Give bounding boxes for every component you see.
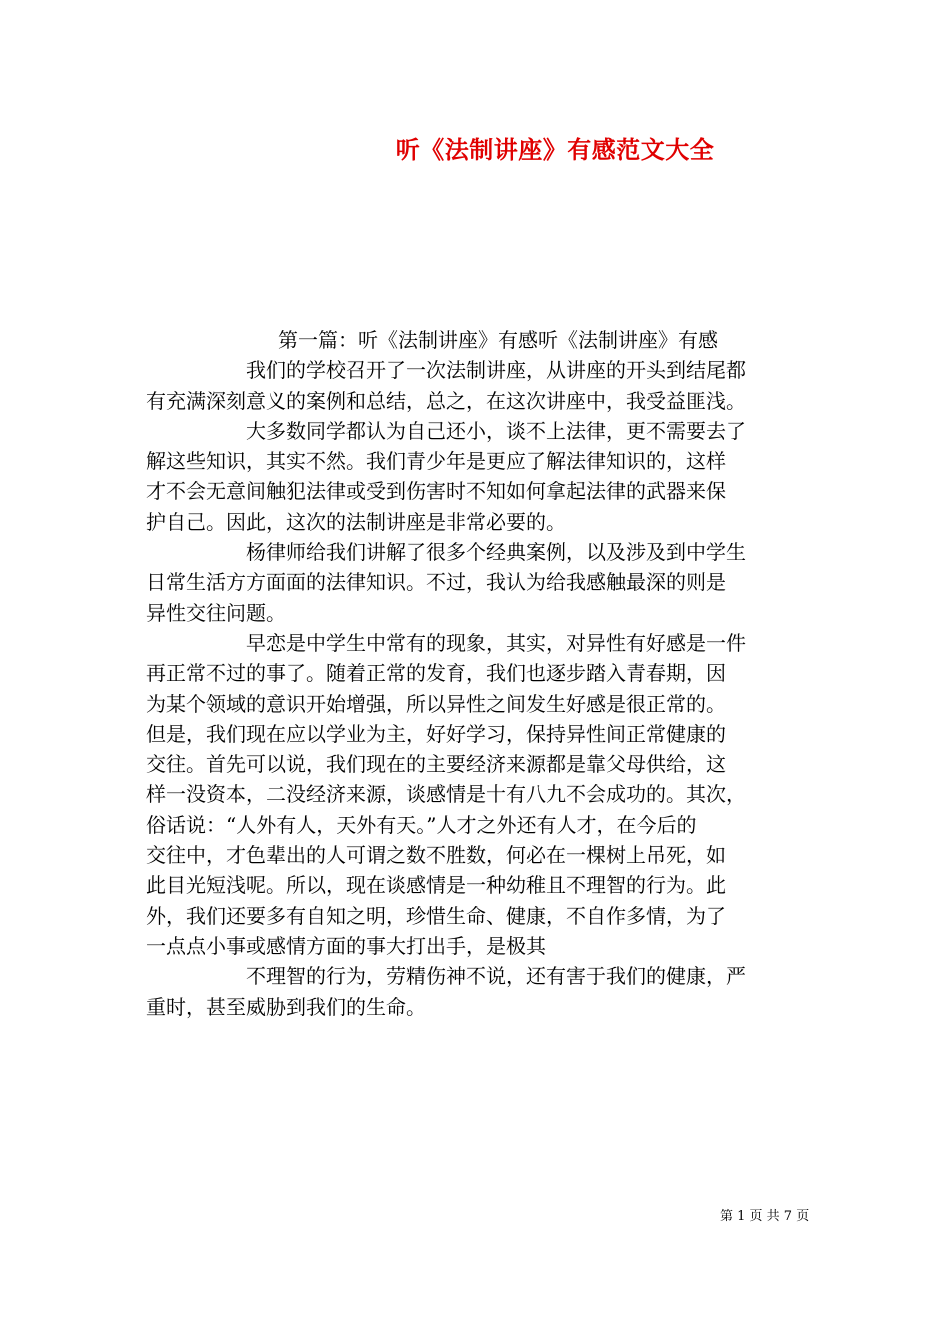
text-line: 但是，我们现在应以学业为主，好好学习，保持异性间正常健康的 — [146, 721, 726, 746]
text-line: 一点点小事或感情方面的事大打出手，是极其 — [146, 933, 546, 958]
paragraph-lines — [146, 355, 806, 1022]
text-line: 样一没资本，二没经济来源，谈感情是十有八九不会成功的。其次， — [146, 782, 746, 807]
text-line: 此目光短浅呢。所以，现在谈感情是一种幼稚且不理智的行为。此 — [146, 873, 726, 898]
text-line: 交往。首先可以说，我们现在的主要经济来源都是靠父母供给，这 — [146, 752, 726, 777]
text-line: 我们的学校召开了一次法制讲座，从讲座的开头到结尾都 — [246, 358, 746, 383]
text-line: 杨律师给我们讲解了很多个经典案例，以及涉及到中学生 — [246, 540, 746, 565]
document-title: 听《法制讲座》有感范文大全 — [395, 135, 715, 164]
text-line: 解这些知识，其实不然。我们青少年是更应了解法律知识的，这样 — [146, 449, 726, 474]
text-line: 异性交往问题。 — [146, 600, 286, 625]
text-line: 俗话说：“人外有人，天外有天。”人才之外还有人才，在今后的 — [146, 812, 697, 837]
text-line: 交往中，才色辈出的人可谓之数不胜数，何必在一棵树上吊死，如 — [146, 843, 726, 868]
text-line: 为某个领域的意识开始增强，所以异性之间发生好感是很正常的。 — [146, 691, 726, 716]
text-line: 日常生活方方面面的法律知识。不过，我认为给我感触最深的则是 — [146, 570, 726, 595]
section-heading: 第一篇：听《法制讲座》有感听《法制讲座》有感 — [278, 328, 718, 352]
page-number: 第 1 页 共 7 页 — [720, 1209, 810, 1224]
text-line: 有充满深刻意义的案例和总结，总之，在这次讲座中，我受益匪浅。 — [146, 388, 746, 413]
text-line: 护自己。因此，这次的法制讲座是非常必要的。 — [146, 509, 566, 534]
text-line: 外，我们还要多有自知之明，珍惜生命、健康，不自作多情，为了 — [146, 903, 726, 928]
text-line: 大多数同学都认为自己还小，谈不上法律，更不需要去了 — [246, 418, 746, 443]
text-line: 再正常不过的事了。随着正常的发育，我们也逐步踏入青春期，因 — [146, 661, 726, 686]
document-body — [146, 325, 806, 1022]
text-line: 不理智的行为，劳精伤神不说，还有害于我们的健康，严 — [246, 964, 746, 989]
text-line: 才不会无意间触犯法律或受到伤害时不知如何拿起法律的武器来保 — [146, 479, 726, 504]
text-line: 重时，甚至威胁到我们的生命。 — [146, 994, 426, 1019]
text-line: 早恋是中学生中常有的现象，其实，对异性有好感是一件 — [246, 630, 746, 655]
